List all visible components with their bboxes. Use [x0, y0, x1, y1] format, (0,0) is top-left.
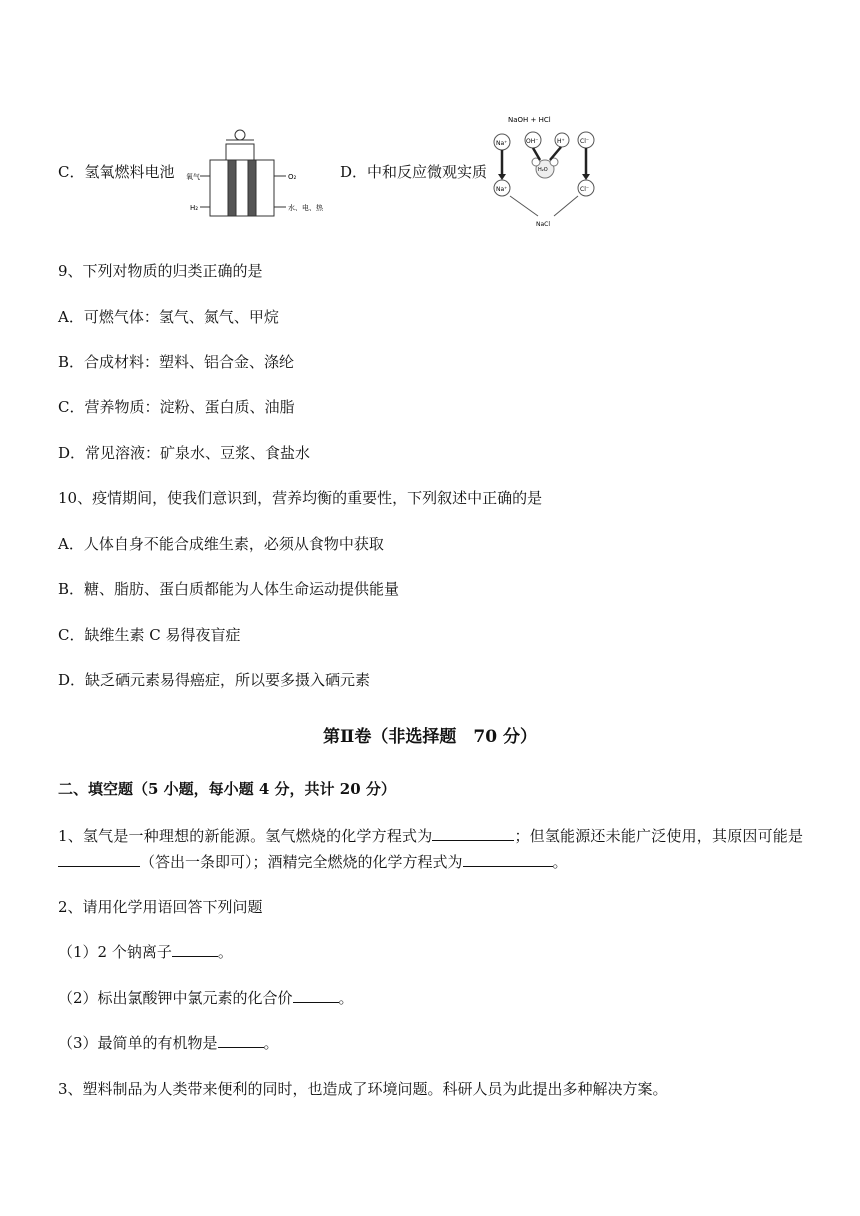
fill1-paragraph: [58, 823, 803, 875]
fill2-item-3-end: 。: [263, 1034, 279, 1052]
fill2-item-3-text: （3）最简单的有机物是: [58, 1034, 218, 1052]
fuel-cell-label-o2: O₂: [288, 173, 297, 181]
fill1-part-c: （答出一条即可）；酒精完全燃烧的化学方程式为: [140, 853, 463, 871]
q9-option-a: A．可燃气体：氢气、氮气、甲烷: [58, 308, 279, 326]
fill1-blank-1[interactable]: [432, 826, 514, 841]
q10-option-c: C．缺维生素 C 易得夜盲症: [58, 626, 241, 644]
water-label: H₂O: [538, 167, 548, 173]
fill3-stem: 3、塑料制品为人类带来便利的同时，也造成了环境问题。科研人员为此提出多种解决方案。: [58, 1080, 668, 1098]
q9-option-b: B．合成材料：塑料、铝合金、涤纶: [58, 353, 295, 371]
q10-option-d: D．缺乏硒元素易得癌症，所以要多摄入硒元素: [58, 671, 371, 689]
na-ion-label-2: Na⁺: [496, 186, 508, 193]
fill1-part-b: ；但氢能源还未能广泛使用，其原因可能是: [514, 827, 803, 845]
fuel-cell-label-h2: H₂: [190, 204, 199, 212]
fill2-item-1: [58, 942, 233, 962]
nacl-label: NaCl: [536, 221, 551, 228]
neutralization-title: NaOH + HCl: [508, 116, 551, 124]
fill2-item-2-text: （2）标出氯酸钾中氯元素的化合价: [58, 989, 293, 1007]
fill1-blank-3[interactable]: [463, 852, 553, 867]
fuel-cell-label-products: 水、电、热: [288, 204, 323, 212]
oh-ion-label: OH⁻: [526, 138, 539, 145]
section-title: 二、填空题（5 小题，每小题 4 分，共计 20 分）: [58, 780, 396, 798]
fill2-blank-2[interactable]: [293, 988, 339, 1003]
q10-option-b: B．糖、脂肪、蛋白质都能为人体生命运动提供能量: [58, 580, 400, 598]
cl-ion-label: Cl⁻: [580, 138, 590, 145]
q8-option-c: C．氢氧燃料电池: [58, 163, 175, 181]
fill2-blank-3[interactable]: [218, 1033, 264, 1048]
fill1-part-a: 1、氢气是一种理想的新能源。氢气燃烧的化学方程式为: [58, 827, 433, 845]
q9-option-c: C．营养物质：淀粉、蛋白质、油脂: [58, 398, 295, 416]
fill2-item-3: [58, 1033, 279, 1053]
fill2-item-1-text: （1）2 个钠离子: [58, 943, 172, 961]
fill2-item-1-end: 。: [217, 943, 233, 961]
q9-option-d: D．常见溶液：矿泉水、豆浆、食盐水: [58, 444, 311, 462]
fill2-blank-1[interactable]: [172, 942, 218, 957]
fill1-part-d: 。: [552, 853, 568, 871]
cl-ion-label-2: Cl⁻: [580, 186, 590, 193]
q10-option-a: A．人体自身不能合成维生素，必须从食物中获取: [58, 535, 384, 553]
q10-stem: 10、疫情期间，使我们意识到，营养均衡的重要性，下列叙述中正确的是: [58, 489, 543, 507]
fuel-cell-diagram: [186, 126, 334, 218]
fill2-stem: 2、请用化学用语回答下列问题: [58, 898, 263, 916]
q8-option-d: D．中和反应微观实质: [340, 163, 488, 181]
fill1-blank-2[interactable]: [58, 852, 140, 867]
h-ion-label: H⁺: [557, 138, 565, 145]
fuel-cell-label-left-top: 氧气: [186, 173, 200, 181]
q9-stem: 9、下列对物质的归类正确的是: [58, 262, 263, 280]
neutralization-diagram: [488, 112, 604, 230]
fill2-item-2: [58, 988, 354, 1008]
part2-title: 第Ⅱ卷（非选择题 70 分）: [323, 727, 537, 747]
na-ion-label: Na⁺: [496, 140, 508, 147]
fill2-item-2-end: 。: [338, 989, 354, 1007]
